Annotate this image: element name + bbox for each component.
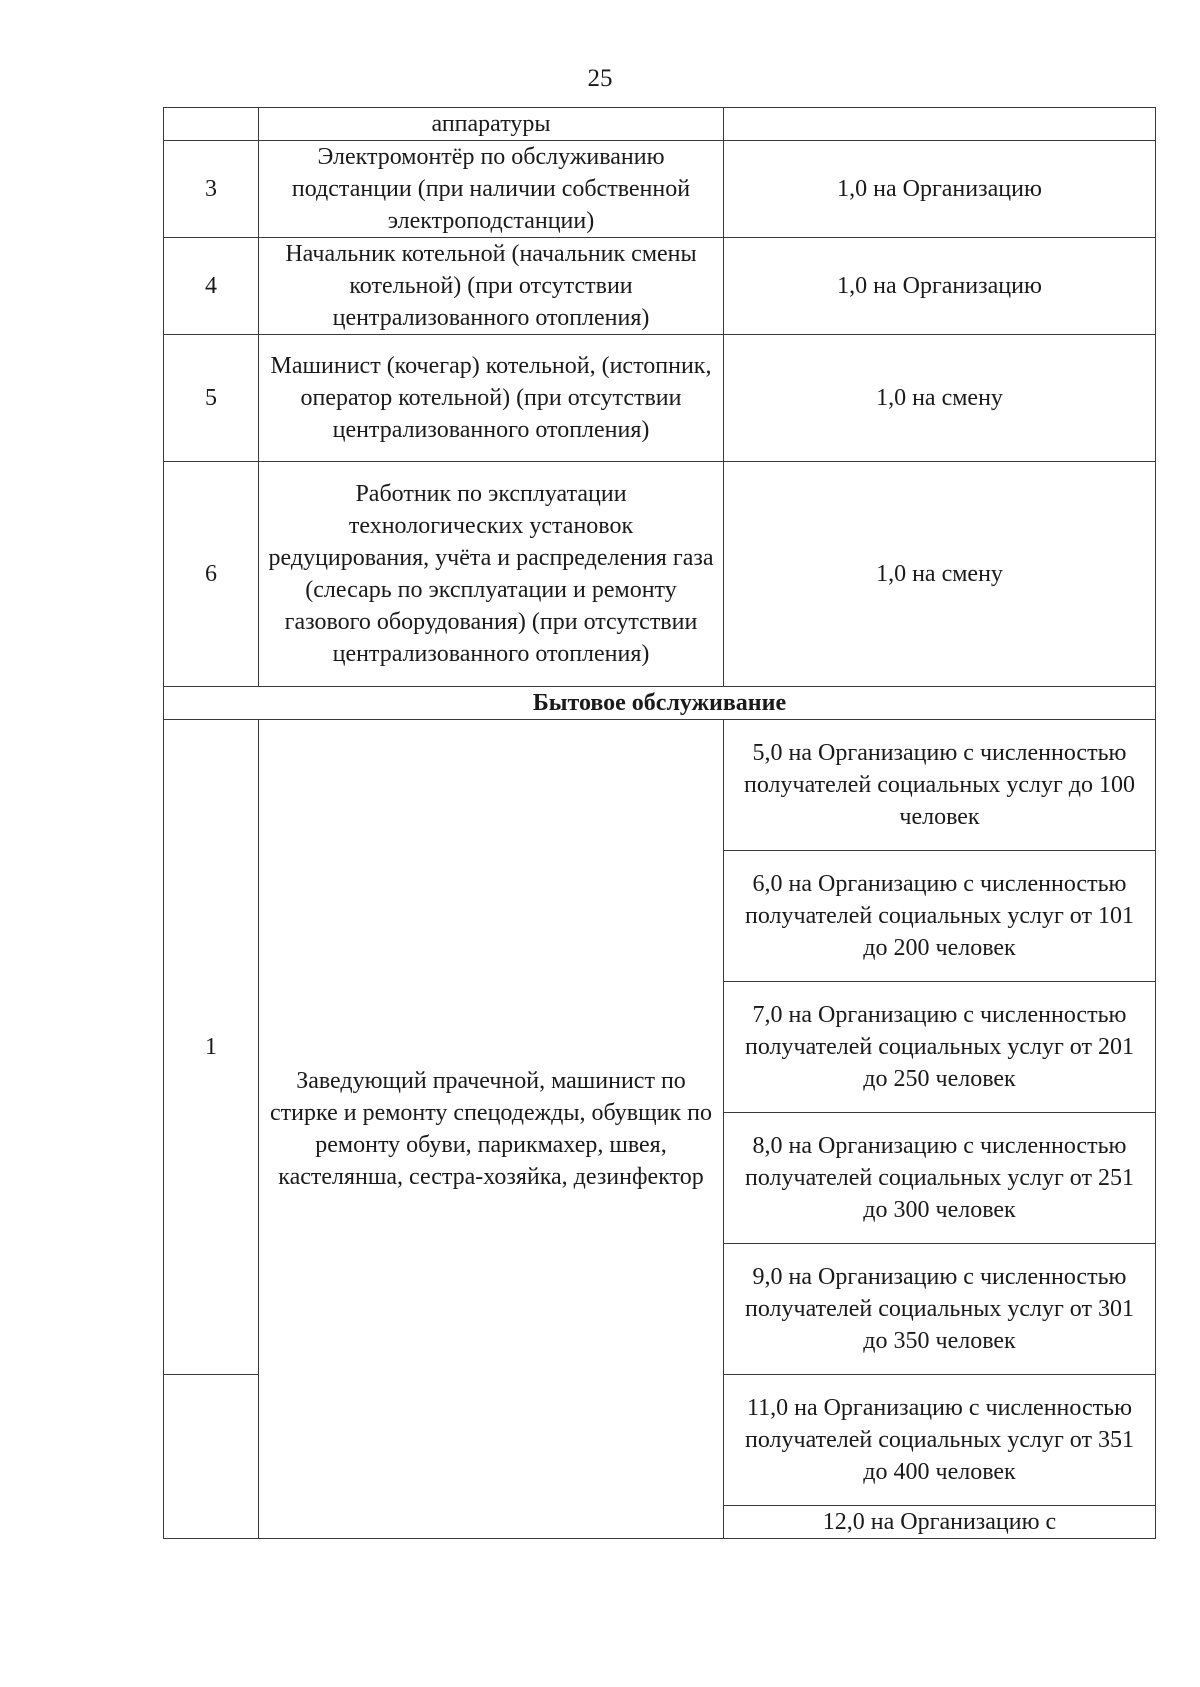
position-name: аппаратуры xyxy=(259,108,724,141)
table-row xyxy=(164,238,1156,335)
row-number xyxy=(164,108,259,141)
position-name: Работник по эксплуатации технологических установок редуцирования, учёта и распределения газа (слесарь по эксплуатации и ремонту газового оборудования) (при отсутствии централизованного отопления) xyxy=(259,462,724,687)
staff-norm: 1,0 на Организацию xyxy=(724,238,1156,335)
table-row xyxy=(164,462,1156,687)
staff-norm: 8,0 на Организацию с численностью получателей социальных услуг от 251 до 300 человек xyxy=(724,1113,1156,1244)
staff-norm: 9,0 на Организацию с численностью получателей социальных услуг от 301 до 350 человек xyxy=(724,1244,1156,1375)
staff-norm: 12,0 на Организацию с xyxy=(724,1506,1156,1539)
page-number: 25 xyxy=(587,65,613,92)
staff-norm xyxy=(724,108,1156,141)
position-name: Машинист (кочегар) котельной, (истопник, оператор котельной) (при отсутствии централизованного отопления) xyxy=(259,335,724,462)
table-row xyxy=(164,335,1156,462)
row-number: 4 xyxy=(164,238,259,335)
row-number-empty xyxy=(164,1375,259,1539)
section-title: Бытовое обслуживание xyxy=(164,687,1156,720)
row-number: 3 xyxy=(164,141,259,238)
position-name: Начальник котельной (начальник смены котельной) (при отсутствии централизованного отопления) xyxy=(259,238,724,335)
row-number: 1 xyxy=(164,720,259,1375)
staff-norm: 11,0 на Организацию с численностью получателей социальных услуг от 351 до 400 человек xyxy=(724,1375,1156,1506)
staff-norm: 1,0 на смену xyxy=(724,335,1156,462)
staff-norm: 1,0 на Организацию xyxy=(724,141,1156,238)
staff-norm: 5,0 на Организацию с численностью получателей социальных услуг до 100 человек xyxy=(724,720,1156,851)
staffing-table xyxy=(163,107,1156,1539)
table-row xyxy=(164,108,1156,141)
staff-norm: 7,0 на Организацию с численностью получателей социальных услуг от 201 до 250 человек xyxy=(724,982,1156,1113)
row-number: 6 xyxy=(164,462,259,687)
section-row xyxy=(164,687,1156,720)
staff-norm: 6,0 на Организацию с численностью получателей социальных услуг от 101 до 200 человек xyxy=(724,851,1156,982)
position-name: Электромонтёр по обслуживанию подстанции (при наличии собственной электроподстанции) xyxy=(259,141,724,238)
position-name: Заведующий прачечной, машинист по стирке и ремонту спецодежды, обувщик по ремонту обуви, парикмахер, швея, кастелянша, сестра-хозяйка, дезинфектор xyxy=(259,720,724,1539)
table-row xyxy=(164,141,1156,238)
row-number: 5 xyxy=(164,335,259,462)
staff-norm: 1,0 на смену xyxy=(724,462,1156,687)
table-row xyxy=(164,720,1156,851)
